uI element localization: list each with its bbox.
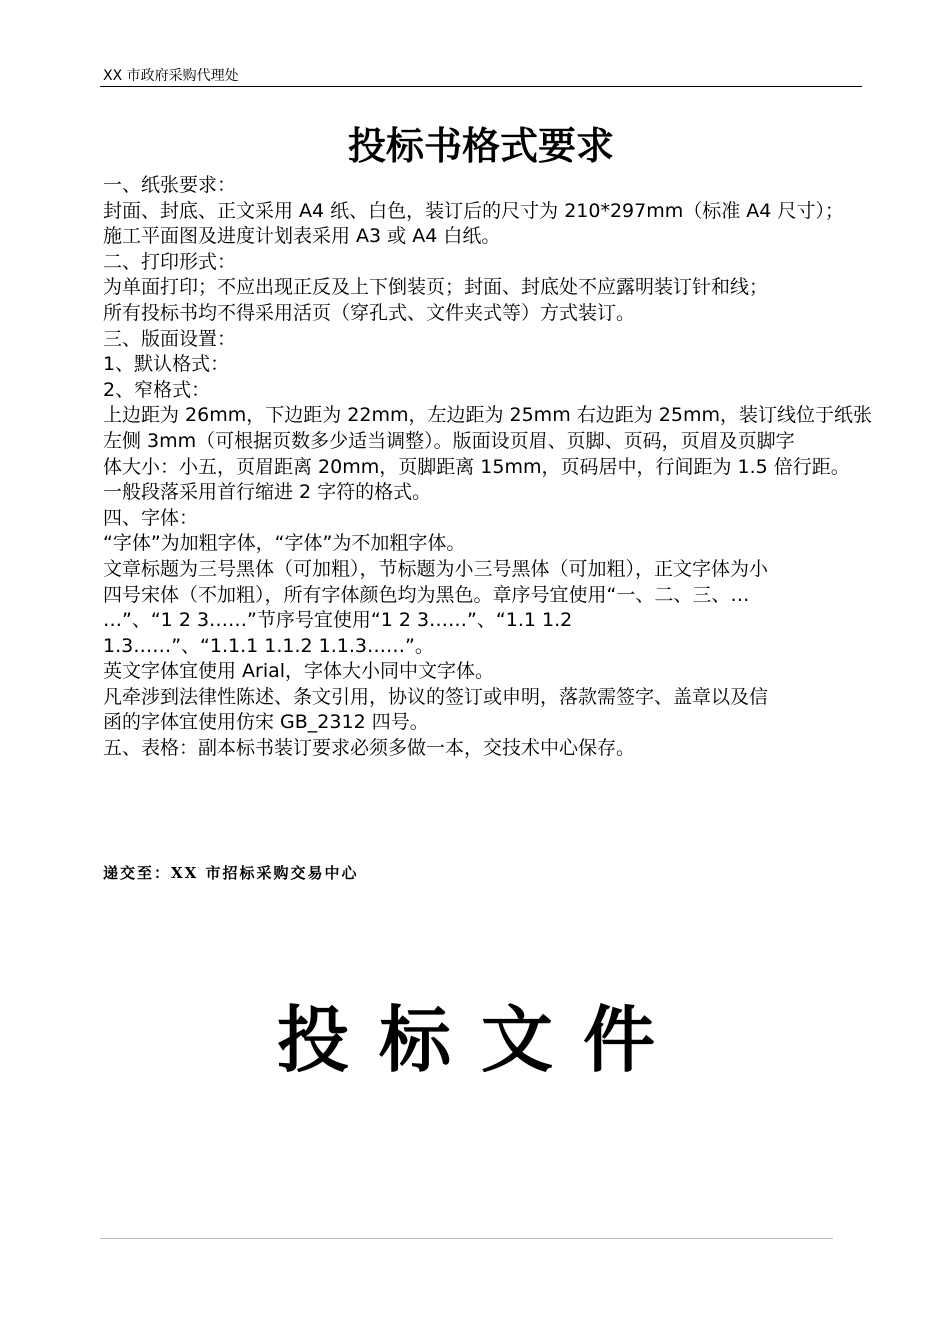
body-line: 四号宋体（不加粗），所有字体颜色均为黑色。章序号宜使用“一、二、三、… xyxy=(103,583,750,606)
body-line: 二、打印形式： xyxy=(103,250,237,273)
document-title: 投标书格式要求 xyxy=(347,124,614,168)
body-line: 1.3……”、“1.1.1 1.1.2 1.1.3……”。 xyxy=(103,634,434,657)
body-line: 三、版面设置： xyxy=(103,327,237,350)
footer-divider xyxy=(100,1238,833,1239)
body-line: 2、窄格式： xyxy=(103,378,211,401)
body-line: 为单面打印；不应出现正反及上下倒装页；封面、封底处不应露明装订针和线； xyxy=(103,276,769,299)
body-line: …”、“1 2 3……”节序号宜使用“1 2 3……”、“1.1 1.2 xyxy=(103,609,573,632)
body-line: 文章标题为三号黑体（可加粗），节标题为小三号黑体（可加粗），正文字体为小 xyxy=(103,557,769,580)
document-body xyxy=(103,173,872,762)
cover-title: 投标文件 xyxy=(276,997,685,1082)
body-line: 五、表格：副本标书装订要求必须多做一本，交技术中心保存。 xyxy=(103,737,636,760)
body-line: 一般段落采用首行缩进 2 字符的格式。 xyxy=(103,481,432,504)
body-line: 上边距为 26mm，下边距为 22mm，左边距为 25mm 右边距为 25mm，装订线位于纸张 xyxy=(103,404,872,427)
body-line: 凡牵涉到法律性陈述、条文引用，协议的签订或申明，落款需签字、盖章以及信 xyxy=(103,685,769,708)
body-line: 四、字体： xyxy=(103,506,199,529)
body-line: 一、纸张要求： xyxy=(103,174,237,196)
body-line: 左侧 3mm（可根据页数多少适当调整）。版面设页眉、页脚、页码，页眉及页脚字 xyxy=(103,429,795,452)
body-line: 英文字体宜使用 Arial，字体大小同中文字体。 xyxy=(103,660,495,683)
body-line: 所有投标书均不得采用活页（穿孔式、文件夹式等）方式装订。 xyxy=(103,301,636,324)
body-line: 1、默认格式： xyxy=(103,353,230,376)
page-header-org-name: XX 市政府采购代理处 xyxy=(103,68,239,84)
header-divider xyxy=(100,86,862,87)
body-line: 封面、封底、正文采用 A4 纸、白色，装订后的尺寸为 210*297mm（标准 A4 尺寸）； xyxy=(103,199,844,222)
body-line: 函的字体宜使用仿宋 GB_2312 四号。 xyxy=(103,711,429,734)
body-line: 施工平面图及进度计划表采用 A3 或 A4 白纸。 xyxy=(103,225,501,248)
body-line: “字体”为加粗字体，“字体”为不加粗字体。 xyxy=(103,532,466,555)
body-line: 体大小：小五，页眉距离 20mm，页脚距离 15mm，页码居中，行间距为 1.5 倍行距。 xyxy=(103,455,850,478)
submit-to-label: 递交至：XX 市招标采购交易中心 xyxy=(103,864,359,882)
